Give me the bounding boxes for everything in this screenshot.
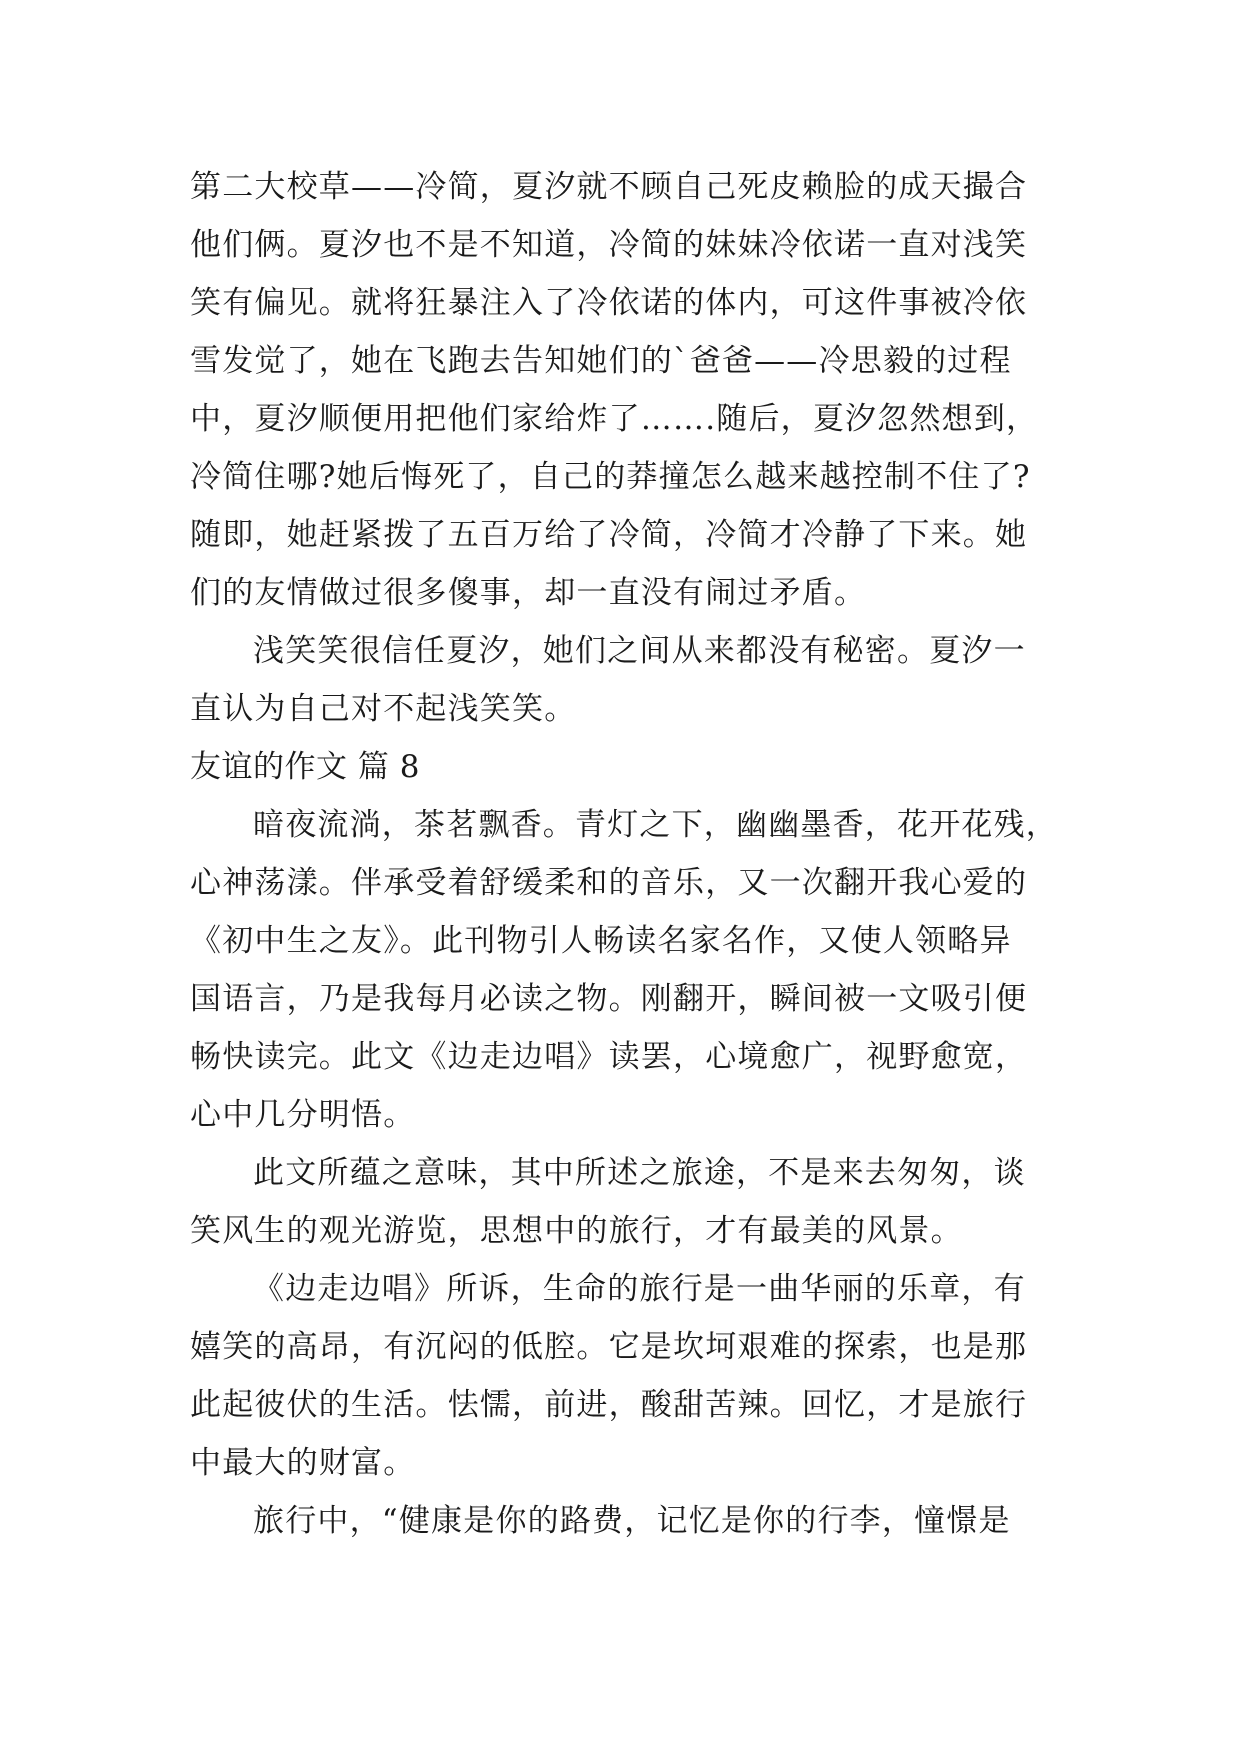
paragraph-first-line: 《边走边唱》所诉，生命的旅行是一曲华丽的乐章，有 — [253, 1271, 1026, 1307]
text-line: 嬉笑的高昂，有沉闷的低腔。它是坎坷艰难的探索，也是那 — [190, 1329, 1028, 1365]
text-line: 第二大校草——冷简，夏汐就不顾自己死皮赖脸的成天撮合 — [190, 169, 1028, 205]
text-line: 《初中生之友》。此刊物引人畅读名家名作，又使人领略异 — [190, 923, 1012, 959]
text-line: 国语言，乃是我每月必读之物。刚翻开，瞬间被一文吸引便 — [190, 981, 1028, 1017]
text-line: 中最大的财富。 — [190, 1445, 416, 1481]
paragraph-first-line: 此文所蕴之意味，其中所述之旅途，不是来去匆匆，谈 — [253, 1155, 1026, 1191]
text-line: 雪发觉了，她在飞跑去告知她们的`爸爸——冷思毅的过程 — [190, 343, 1012, 379]
paragraph-first-line: 旅行中，“健康是你的路费，记忆是你的行李，憧憬是 — [253, 1503, 1011, 1539]
text-line: 笑风生的观光游览，思想中的旅行，才有最美的风景。 — [190, 1213, 963, 1249]
text-line: 此起彼伏的生活。怯懦，前进，酸甜苦辣。回忆，才是旅行 — [190, 1387, 1028, 1423]
text-line: 他们俩。夏汐也不是不知道，冷简的妹妹冷依诺一直对浅笑 — [190, 227, 1028, 263]
text-line: 心中几分明悟。 — [190, 1097, 416, 1133]
text-line: 笑有偏见。就将狂暴注入了冷依诺的体内，可这件事被冷依 — [190, 285, 1028, 321]
document-body — [190, 158, 1070, 1550]
text-line: 随即，她赶紧拨了五百万给了冷简，冷简才冷静了下来。她 — [190, 517, 1028, 553]
paragraph-first-line: 暗夜流淌，茶茗飘香。青灯之下，幽幽墨香，花开花残， — [253, 807, 1058, 843]
text-line: 心神荡漾。伴承受着舒缓柔和的音乐，又一次翻开我心爱的 — [190, 865, 1028, 901]
text-line: 中，夏汐顺便用把他们家给炸了…….随后，夏汐忽然想到， — [190, 401, 1039, 437]
text-line: 直认为自己对不起浅笑笑。 — [190, 691, 577, 727]
paragraph-first-line: 浅笑笑很信任夏汐，她们之间从来都没有秘密。夏汐一 — [253, 633, 1026, 669]
section-heading: 友谊的作文 篇 8 — [190, 749, 420, 785]
text-line: 畅快读完。此文《边走边唱》读罢，心境愈广，视野愈宽， — [190, 1039, 1028, 1075]
text-line: 冷简住哪?她后悔死了，自己的莽撞怎么越来越控制不住了? — [190, 459, 1031, 495]
text-line: 们的友情做过很多傻事，却一直没有闹过矛盾。 — [190, 575, 867, 611]
